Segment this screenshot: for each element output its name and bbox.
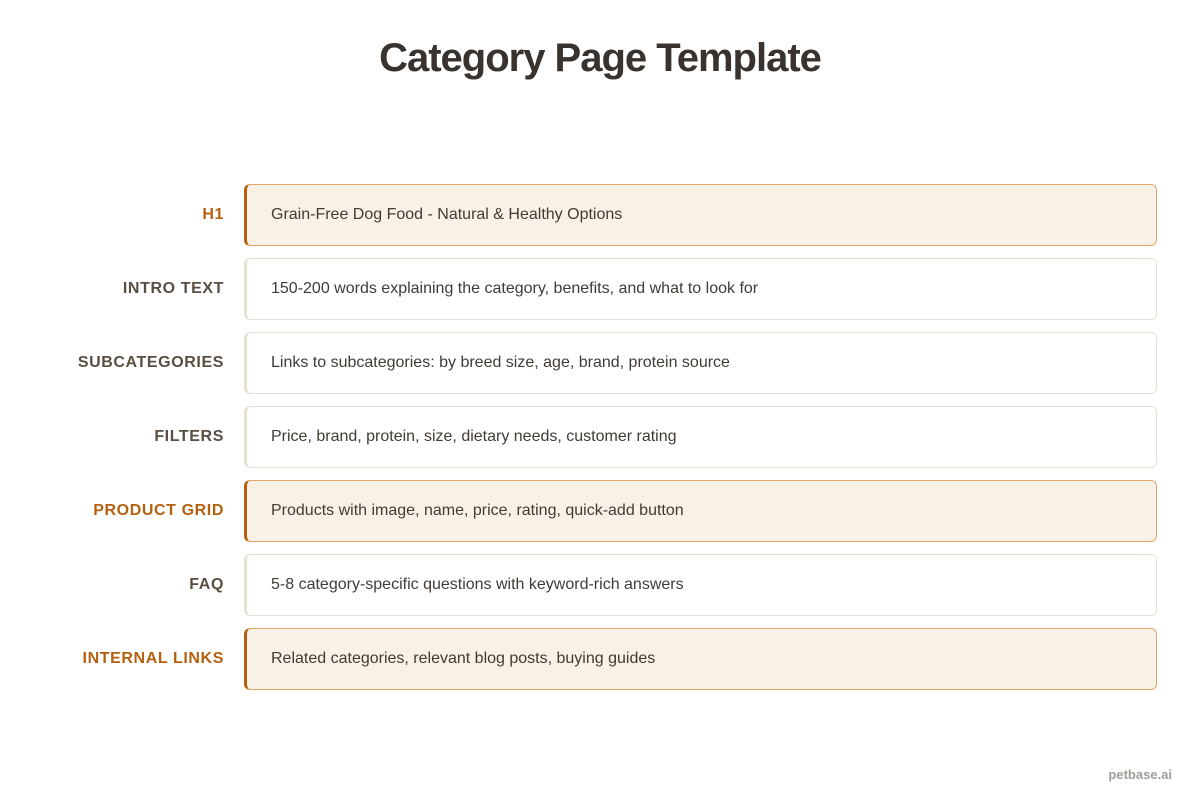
row-intro-text: [0, 258, 1200, 320]
row-content-box: [244, 258, 1157, 320]
row-label: FAQ: [189, 576, 224, 593]
row-subcategories: [0, 332, 1200, 394]
row-internal-links: [0, 628, 1200, 690]
row-text: Price, brand, protein, size, dietary needs, customer rating: [271, 428, 677, 445]
row-label: FILTERS: [154, 428, 224, 445]
row-text: Links to subcategories: by breed size, age, brand, protein source: [271, 354, 730, 371]
row-label: INTRO TEXT: [122, 280, 224, 297]
row-h1: [0, 184, 1200, 246]
row-content-box: [244, 184, 1157, 246]
row-filters: [0, 406, 1200, 468]
row-content-box: [244, 554, 1157, 616]
row-product-grid: [0, 480, 1200, 542]
row-faq: [0, 554, 1200, 616]
row-content-box: [244, 332, 1157, 394]
row-content-box: [244, 480, 1157, 542]
row-content-box: [244, 628, 1157, 690]
template-rows: [0, 184, 1200, 702]
row-text: 5-8 category-specific questions with keyword-rich answers: [271, 576, 684, 593]
row-content-box: [244, 406, 1157, 468]
row-text: Grain-Free Dog Food - Natural & Healthy Options: [271, 206, 623, 223]
row-text: Products with image, name, price, rating, quick-add button: [271, 502, 684, 519]
watermark: petbase.ai: [1108, 767, 1172, 782]
row-text: 150-200 words explaining the category, benefits, and what to look for: [271, 280, 759, 297]
row-label: PRODUCT GRID: [93, 502, 224, 519]
row-label: H1: [202, 206, 224, 223]
row-text: Related categories, relevant blog posts, buying guides: [271, 650, 656, 667]
page-title: Category Page Template: [379, 36, 821, 80]
row-label: SUBCATEGORIES: [77, 354, 224, 371]
row-label: INTERNAL LINKS: [82, 650, 224, 667]
